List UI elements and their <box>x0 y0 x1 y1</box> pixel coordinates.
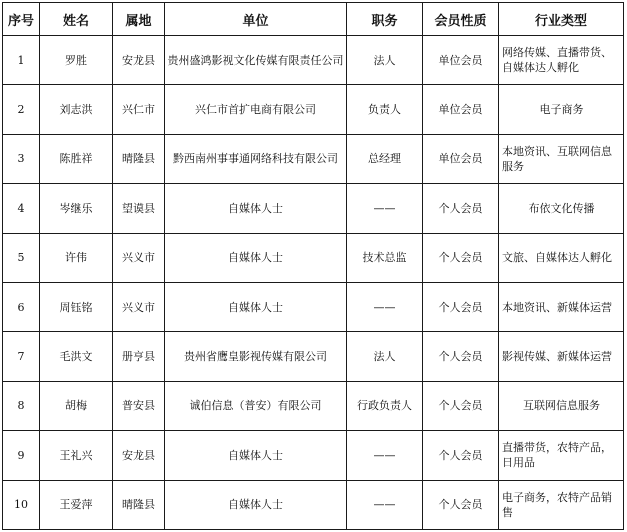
cell-member-type: 单位会员 <box>423 85 499 134</box>
table-row <box>3 381 624 430</box>
table-row <box>3 431 624 480</box>
cell-position: —— <box>347 282 423 331</box>
cell-unit: 自媒体人士 <box>165 282 347 331</box>
cell-unit: 黔西南州事事通网络科技有限公司 <box>165 134 347 183</box>
cell-no: 1 <box>3 36 40 85</box>
cell-position: 行政负责人 <box>347 381 423 430</box>
cell-industry: 影视传媒、新媒体运营 <box>499 332 624 381</box>
cell-position: —— <box>347 431 423 480</box>
header-position: 职务 <box>347 3 423 36</box>
table-row <box>3 184 624 233</box>
cell-member-type: 个人会员 <box>423 233 499 282</box>
cell-no: 9 <box>3 431 40 480</box>
cell-name: 王礼兴 <box>40 431 113 480</box>
cell-region: 普安县 <box>113 381 165 430</box>
cell-region: 册亨县 <box>113 332 165 381</box>
cell-name: 许伟 <box>40 233 113 282</box>
cell-region: 安龙县 <box>113 431 165 480</box>
cell-name: 周钰铭 <box>40 282 113 331</box>
cell-position: —— <box>347 184 423 233</box>
cell-member-type: 个人会员 <box>423 381 499 430</box>
table-row <box>3 233 624 282</box>
cell-region: 兴仁市 <box>113 85 165 134</box>
cell-name: 陈胜祥 <box>40 134 113 183</box>
cell-member-type: 个人会员 <box>423 480 499 529</box>
table-header <box>3 3 624 36</box>
cell-name: 岑继乐 <box>40 184 113 233</box>
cell-region: 晴隆县 <box>113 480 165 529</box>
cell-unit: 贵州盛鸿影视文化传媒有限责任公司 <box>165 36 347 85</box>
cell-unit: 贵州省鹰皇影视传媒有限公司 <box>165 332 347 381</box>
cell-no: 8 <box>3 381 40 430</box>
cell-region: 晴隆县 <box>113 134 165 183</box>
cell-industry: 布依文化传播 <box>499 184 624 233</box>
cell-no: 10 <box>3 480 40 529</box>
cell-unit: 自媒体人士 <box>165 480 347 529</box>
cell-industry: 电子商务，农特产品销售 <box>499 480 624 529</box>
cell-region: 安龙县 <box>113 36 165 85</box>
cell-industry: 直播带货，农特产品，日用品 <box>499 431 624 480</box>
member-table <box>2 2 624 530</box>
table-row <box>3 36 624 85</box>
cell-position: 法人 <box>347 332 423 381</box>
cell-industry: 文旅、自媒体达人孵化 <box>499 233 624 282</box>
cell-industry: 电子商务 <box>499 85 624 134</box>
cell-no: 2 <box>3 85 40 134</box>
cell-region: 兴义市 <box>113 282 165 331</box>
cell-name: 罗胜 <box>40 36 113 85</box>
cell-name: 王爱萍 <box>40 480 113 529</box>
cell-unit: 自媒体人士 <box>165 431 347 480</box>
cell-name: 胡梅 <box>40 381 113 430</box>
cell-position: 总经理 <box>347 134 423 183</box>
cell-member-type: 单位会员 <box>423 134 499 183</box>
table-row <box>3 282 624 331</box>
cell-member-type: 个人会员 <box>423 332 499 381</box>
cell-member-type: 单位会员 <box>423 36 499 85</box>
cell-name: 毛洪文 <box>40 332 113 381</box>
cell-no: 3 <box>3 134 40 183</box>
cell-position: 负责人 <box>347 85 423 134</box>
cell-member-type: 个人会员 <box>423 282 499 331</box>
cell-industry: 互联网信息服务 <box>499 381 624 430</box>
cell-no: 4 <box>3 184 40 233</box>
cell-unit: 兴仁市首扩电商有限公司 <box>165 85 347 134</box>
cell-position: 法人 <box>347 36 423 85</box>
cell-no: 6 <box>3 282 40 331</box>
cell-unit: 自媒体人士 <box>165 233 347 282</box>
cell-industry: 本地资讯、互联网信息服务 <box>499 134 624 183</box>
cell-position: 技术总监 <box>347 233 423 282</box>
cell-region: 望谟县 <box>113 184 165 233</box>
cell-position: —— <box>347 480 423 529</box>
header-row <box>3 3 624 36</box>
header-region: 属地 <box>113 3 165 36</box>
table-row <box>3 85 624 134</box>
header-member-type: 会员性质 <box>423 3 499 36</box>
table-row <box>3 332 624 381</box>
cell-region: 兴义市 <box>113 233 165 282</box>
header-no: 序号 <box>3 3 40 36</box>
cell-no: 5 <box>3 233 40 282</box>
table-body <box>3 36 624 530</box>
header-unit: 单位 <box>165 3 347 36</box>
table-row <box>3 134 624 183</box>
cell-name: 刘志洪 <box>40 85 113 134</box>
cell-unit: 诚伯信息（普安）有限公司 <box>165 381 347 430</box>
table-row <box>3 480 624 529</box>
cell-industry: 本地资讯、新媒体运营 <box>499 282 624 331</box>
cell-no: 7 <box>3 332 40 381</box>
header-name: 姓名 <box>40 3 113 36</box>
cell-industry: 网络传媒、直播带货、自媒体达人孵化 <box>499 36 624 85</box>
cell-member-type: 个人会员 <box>423 184 499 233</box>
cell-member-type: 个人会员 <box>423 431 499 480</box>
cell-unit: 自媒体人士 <box>165 184 347 233</box>
header-industry: 行业类型 <box>499 3 624 36</box>
